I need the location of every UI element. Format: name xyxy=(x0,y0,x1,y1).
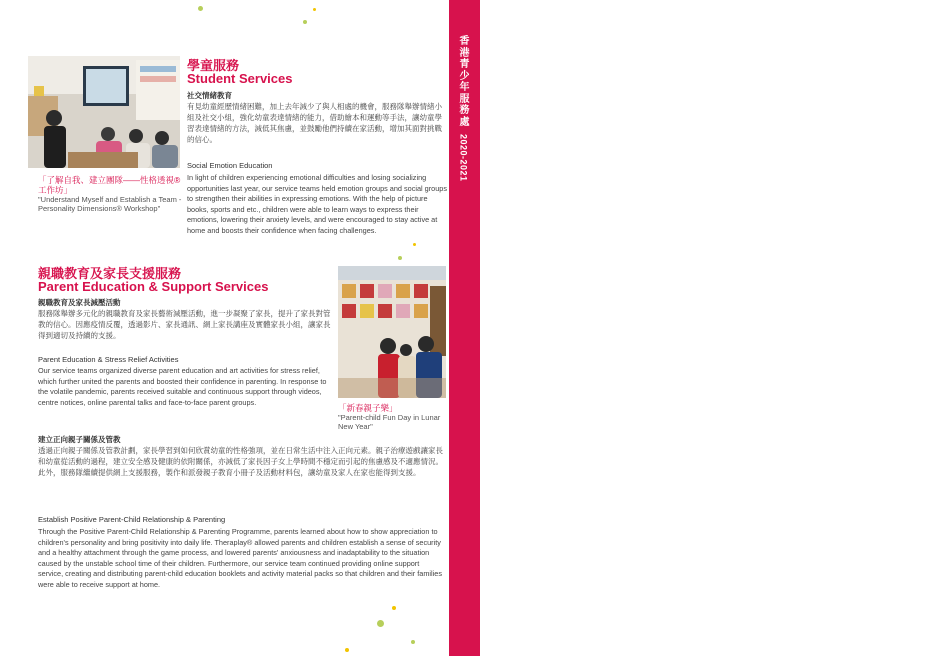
report-year: 2020-2021 xyxy=(458,134,469,182)
parent-paragraph-1-en: Our service teams organized diverse parent education and art activities for stress relief, which further united the parents and boosted their confidence in parenting. In response to the volatile pandemic, parents received suitable and continuous support through videos, centre notices, online parental talks and face-to-face parent groups. xyxy=(38,366,327,407)
student-heading-cn: 學童服務 xyxy=(187,58,240,73)
decor-dot xyxy=(413,243,416,246)
decor-dot xyxy=(198,6,203,11)
side-banner-text xyxy=(457,36,472,182)
parent-paragraph-2-en: Through the Positive Parent-Child Relationship & Parenting Programme, parents learned about how to show appreciation to children's personality and bring positivity into daily life. Theraplay® allowed parents and children establish a sense of security and a healthy attachment through the game process, and lowered parents' anxiousness and inadaptability to the situation caused by the unstable school time of their children. Furthermore, our service team continued providing online support service, creating and distributing parent-child education booklets and activity material packs so that children and their families were able to receive support at home. xyxy=(38,527,442,589)
parent-heading-en: Parent Education & Support Services xyxy=(38,279,269,294)
decor-dot xyxy=(313,8,316,11)
student-subheading-cn: 社交情緒教育 xyxy=(187,91,232,100)
workshop-photo xyxy=(28,56,180,168)
decor-dot xyxy=(398,256,402,260)
parent-paragraph-1-cn: 服務隊舉辦多元化的親職教育及家長藝術減壓活動，進一步凝聚了家長，提升了家長對管教的信心。因應疫情反覆，透過影片、家長通訊、網上家長講座及實體家長小組，讓家長得到適切及持續的支援。 xyxy=(38,309,331,340)
parent-paragraph-2-cn: 透過正向親子關係及管教計劃，家長學習到如何欣賞幼童的性格強項，並在日常生活中注入正向元素。親子治療遊戲讓家長和幼童從活動的過程，建立安全感及健康的依附關係，亦減低了家長因子女上學時間不穩定而引起的焦慮感及不適應情況。此外，服務隊繼續提供網上支援服務，製作和派發親子教育小冊子及活動材料包，讓幼童及家人在家也能得到支援。 xyxy=(38,446,443,477)
parent-subheading-2-en: Establish Positive Parent-Child Relationship & Parenting xyxy=(38,515,226,524)
student-paragraph-cn: 有見幼童經歷情緒困難，加上去年減少了與人相處的機會，服務隊舉辦情緒小組及社交小組，強化幼童表達情緒的能力，借助繪本和運動等手法，讓幼童學習表達情緒的方法，減低其焦慮，並鼓勵他們持續在家活動，增加其面對挑戰的信心。 xyxy=(187,102,442,144)
parent-subheading-1-en: Parent Education & Stress Relief Activities xyxy=(38,355,179,364)
workshop-caption-cn: 「了解自我、建立團隊——性格透視®工作坊」 xyxy=(38,175,181,195)
decor-dot xyxy=(411,640,415,644)
student-paragraph-en: In light of children experiencing emotional difficulties and losing socializing opportunities last year, our service teams held emotion groups and social groups to strengthen their abilities in expressing emotions. With the help of picture books, sports and etc., children were able to learn ways to express their emotions, lowering their anxiety levels, and were encouraged to stay active at home and boosts their confidence when facing challenges. xyxy=(187,173,447,235)
parent-heading-cn: 親職教育及家長支援服務 xyxy=(38,266,182,281)
lunar-caption xyxy=(338,403,446,431)
decor-dot xyxy=(345,648,349,652)
decor-dot xyxy=(377,620,384,627)
lunar-caption-en: "Parent-child Fun Day in Lunar New Year" xyxy=(338,413,441,431)
student-heading-en: Student Services xyxy=(187,71,293,86)
parent-subheading-2-cn: 建立正向親子關係及管教 xyxy=(38,435,121,444)
page-number: 95 xyxy=(907,596,921,610)
lunar-new-year-photo xyxy=(338,266,446,398)
lunar-caption-cn: 「新春親子樂」 xyxy=(338,403,398,413)
parent-subheading-1-cn: 親職教育及家長減壓活動 xyxy=(38,298,121,307)
workshop-caption xyxy=(38,175,186,213)
workshop-caption-en: "Understand Myself and Establish a Team - Personality Dimensions® Workshop" xyxy=(38,195,182,213)
decor-dot xyxy=(392,606,396,610)
decor-dot xyxy=(303,20,307,24)
student-subheading-en: Social Emotion Education xyxy=(187,161,273,170)
org-name-vertical: 香港青少年服務處 xyxy=(459,36,470,128)
side-banner xyxy=(449,0,921,656)
